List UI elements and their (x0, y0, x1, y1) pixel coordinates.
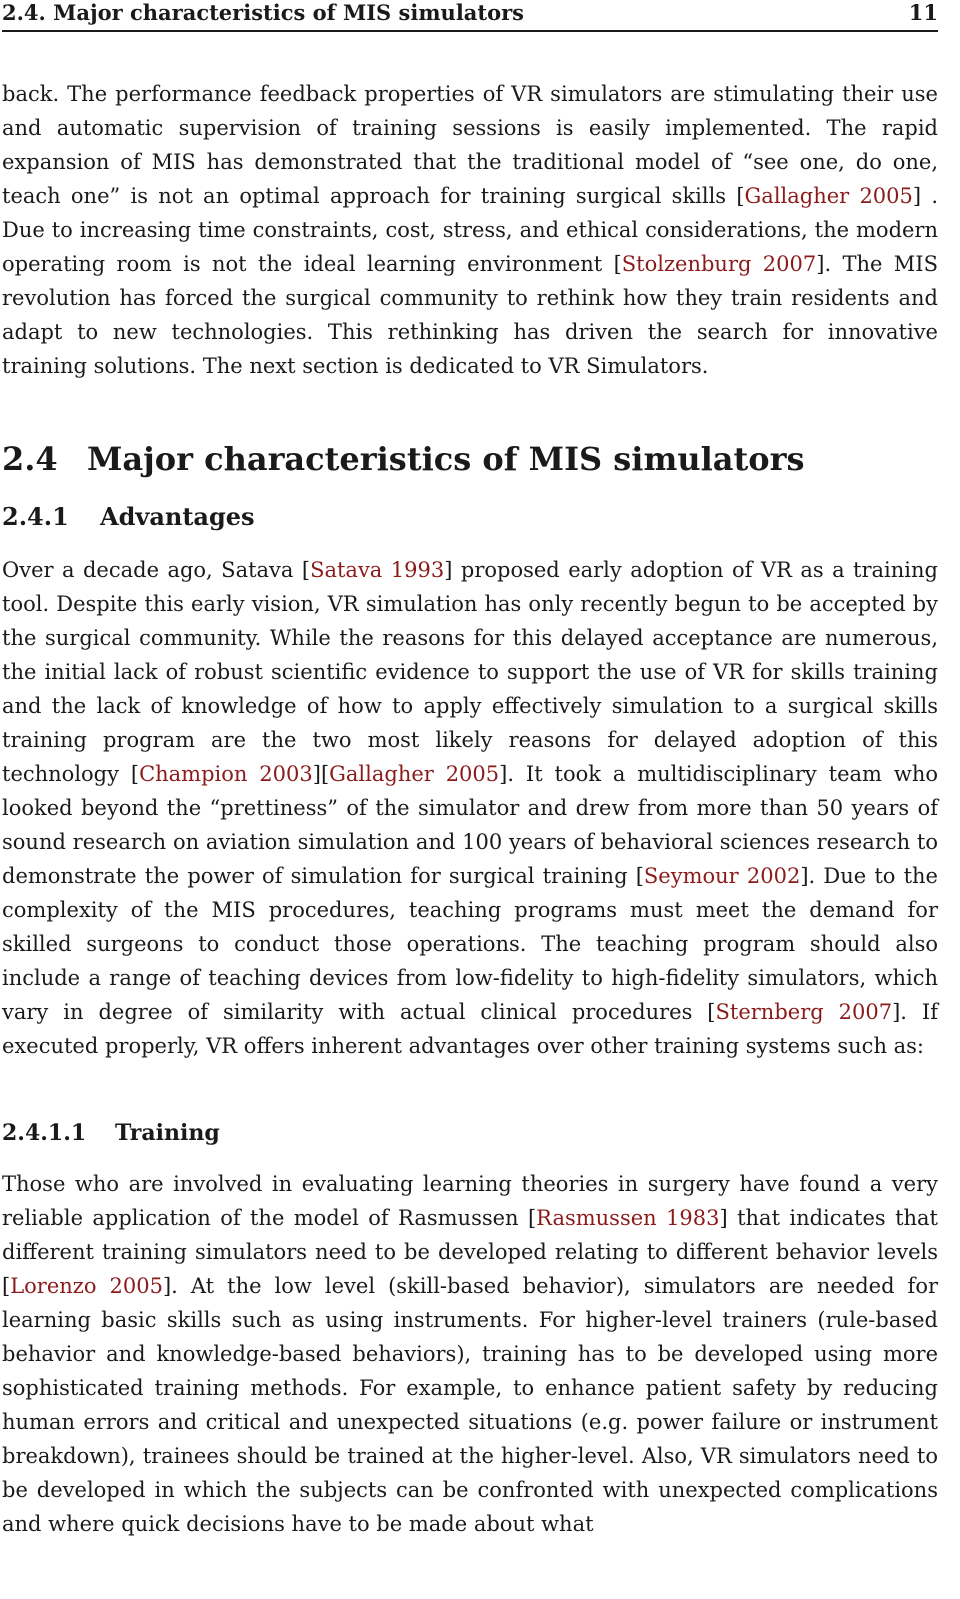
subsection-number: 2.4.1 (2, 502, 69, 531)
citation-link[interactable]: Lorenzo 2005 (10, 1274, 163, 1298)
citation-link[interactable]: Seymour 2002 (643, 864, 801, 888)
text-run: ] that indicates that different training simulators need to be developed relating to different behavior levels [ (2, 1206, 938, 1298)
training-paragraph (2, 1167, 938, 1541)
text-run: ] . Due to increasing time constraints, cost, stress, and ethical considerations, the modern operating room is not the ideal learning environment [ (2, 184, 939, 276)
text-run: ]. At the low level (skill-based behavior), simulators are needed for learning basic skills such as using instruments. For higher-level trainers (rule-based behavior and knowledge-based behaviors), training has to be developed using more sophisticated training methods. For example, to enhance patient safety by reducing human errors and critical and unexpected situations (e.g. power failure or instrument breakdown), trainees should be trained at the higher-level. Also, VR simulators need to be developed in which the subjects can be confronted with unexpected complications and where quick decisions have to be made about what (2, 1274, 939, 1536)
text-run: Those who are involved in evaluating learning theories in surgery have found a very reliable application of the model of Rasmussen [ (2, 1172, 938, 1230)
page-number: 11 (908, 0, 938, 25)
text-run: ]. If executed properly, VR offers inherent advantages over other training systems such as: (2, 1000, 938, 1058)
citation-link[interactable]: Rasmussen 1983 (536, 1206, 720, 1230)
citation-link[interactable]: Satava 1993 (310, 558, 445, 582)
text-run: ]. Due to the complexity of the MIS procedures, teaching programs must meet the demand for skilled surgeons to conduct those operations. The teaching program should also include a range of teaching devices from low-fidelity to high-fidelity simulators, which vary in degree of similarity with actual clinical procedures [ (2, 864, 938, 1024)
intro-paragraph (2, 77, 938, 383)
text-run: Over a decade ago, Satava [ (2, 558, 311, 582)
citation-link[interactable]: Gallagher 2005 (744, 184, 913, 208)
citation-link[interactable]: Gallagher 2005 (329, 762, 500, 786)
subsubsection-title: Training (115, 1120, 220, 1146)
document-page (2, 0, 938, 1541)
citation-link[interactable]: Sternberg 2007 (715, 1000, 893, 1024)
section-title: Major characteristics of MIS simulators (87, 440, 805, 478)
running-header (2, 0, 938, 32)
text-run: ][ (312, 762, 330, 786)
text-run: ]. The MIS revolution has forced the surgical community to rethink how they train residents and adapt to new technologies. This rethinking has driven the search for innovative training solutions. The next section is dedicated to VR Simulators. (2, 252, 938, 378)
citation-link[interactable]: Stolzenburg 2007 (621, 252, 817, 276)
text-run: ]. It took a multidisciplinary team who looked beyond the “prettiness” of the simulator and drew from more than 50 years of sound research on aviation simulation and 100 years of behavioral sciences research to demonstrate the power of simulation for surgical training [ (2, 762, 938, 888)
text-run: back. The performance feedback properties of VR simulators are stimulating their use and automatic supervision of training sessions is easily implemented. The rapid expansion of MIS has demonstrated that the traditional model of “see one, do one, teach one” is not an optimal approach for training surgical skills [ (2, 82, 938, 208)
advantages-paragraph (2, 553, 938, 1063)
citation-link[interactable]: Champion 2003 (139, 762, 313, 786)
text-run: ] proposed early adoption of VR as a training tool. Despite this early vision, VR simulation has only recently begun to be accepted by the surgical community. While the reasons for this delayed acceptance are numerous, the initial lack of robust scientific evidence to support the use of VR for skills training and the lack of knowledge of how to apply effectively simulation to a surgical skills training program are the two most likely reasons for delayed adoption of this technology [ (2, 558, 938, 786)
subsubsection-number: 2.4.1.1 (2, 1120, 87, 1146)
subsection-heading (2, 499, 938, 535)
subsection-title: Advantages (100, 502, 255, 531)
section-number: 2.4 (2, 440, 58, 478)
section-heading (2, 435, 938, 483)
running-header-section: 2.4. Major characteristics of MIS simulators (2, 0, 524, 25)
subsubsection-heading (2, 1115, 938, 1151)
